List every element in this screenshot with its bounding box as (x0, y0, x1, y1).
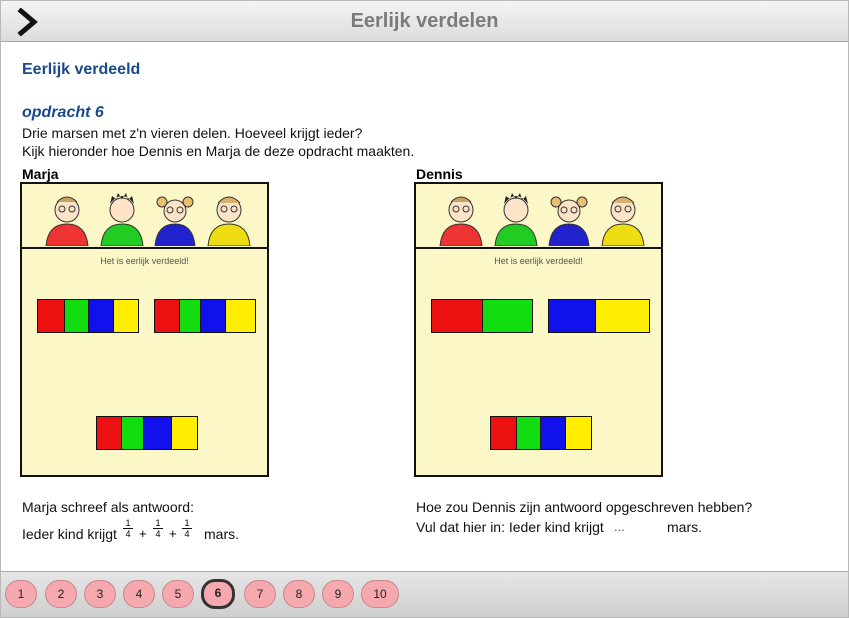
children-row (416, 184, 661, 249)
task-instruction-1: Drie marsen met z'n vieren delen. Hoeveel krijgt ieder? (22, 125, 363, 141)
child-red-icon (40, 190, 94, 246)
header-bar (1, 1, 848, 42)
child-green-icon (489, 190, 543, 246)
fraction-numerator: 1 (123, 518, 133, 529)
fraction-numerator: 1 (153, 518, 163, 529)
fraction-denominator: 4 (184, 529, 190, 539)
task-title: opdracht 6 (22, 104, 104, 121)
mars-piece-green (517, 417, 542, 449)
child-yellow-icon (596, 190, 650, 246)
mars-piece-yellow (172, 417, 197, 449)
child-green-icon (95, 190, 149, 246)
marja-answer-intro: Marja schreef als antwoord: (22, 499, 194, 515)
page-button-4[interactable]: 4 (123, 580, 155, 608)
fraction-denominator: 4 (155, 529, 161, 539)
page-button-6-active[interactable]: 6 (201, 579, 235, 609)
page-title: Eerlijk verdelen (350, 10, 499, 32)
answer-input[interactable] (611, 516, 663, 536)
child-yellow-icon (202, 190, 256, 246)
mars-bar-2[interactable] (154, 299, 256, 333)
page-button-2[interactable]: 2 (45, 580, 77, 608)
mars-piece-red (155, 300, 180, 332)
mars-piece-blue (541, 417, 566, 449)
mars-bar-3[interactable] (96, 416, 198, 450)
mars-piece-blue (144, 417, 171, 449)
mars-piece-yellow (566, 417, 591, 449)
verdict-text: Het is eerlijk verdeeld! (494, 256, 583, 266)
mars-piece-red (432, 300, 483, 332)
mars-bar-2[interactable] (548, 299, 650, 333)
mars-bar-1[interactable] (37, 299, 139, 333)
fraction-denominator: 4 (125, 529, 131, 539)
page-button-8[interactable]: 8 (283, 580, 315, 608)
children-row (22, 184, 267, 249)
fraction-3 (182, 518, 192, 539)
mars-piece-red (38, 300, 65, 332)
mars-piece-blue (549, 300, 596, 332)
dennis-fill-prefix: Vul dat hier in: Ieder kind krijgt (416, 519, 604, 535)
mars-piece-blue (201, 300, 226, 332)
fraction-numerator: 1 (182, 518, 192, 529)
mars-bar-1[interactable] (431, 299, 533, 333)
marja-panel (20, 182, 269, 477)
dennis-fill-suffix: mars. (667, 519, 702, 535)
task-instruction-2: Kijk hieronder hoe Dennis en Marja de deze opdracht maakten. (22, 143, 415, 159)
marja-answer-suffix: mars. (204, 526, 239, 542)
pagination-bar (1, 571, 848, 617)
fraction-1 (123, 518, 133, 539)
page-button-7[interactable]: 7 (244, 580, 276, 608)
marja-label: Marja (22, 166, 59, 182)
page-button-1[interactable]: 1 (5, 580, 37, 608)
mars-piece-red (97, 417, 122, 449)
mars-piece-red (491, 417, 517, 449)
plus-sign: + (139, 526, 147, 541)
mars-piece-green (483, 300, 532, 332)
page-button-5[interactable]: 5 (162, 580, 194, 608)
mars-piece-blue (89, 300, 114, 332)
child-red-icon (434, 190, 488, 246)
page-button-9[interactable]: 9 (322, 580, 354, 608)
page-button-3[interactable]: 3 (84, 580, 116, 608)
page-button-10[interactable]: 10 (361, 580, 399, 608)
mars-bar-3[interactable] (490, 416, 592, 450)
fraction-2 (153, 518, 163, 539)
mars-piece-green (122, 417, 145, 449)
dennis-panel (414, 182, 663, 477)
plus-sign: + (169, 526, 177, 541)
chevron-right-icon[interactable] (15, 8, 41, 36)
verdict-text: Het is eerlijk verdeeld! (100, 256, 189, 266)
mars-piece-yellow (114, 300, 139, 332)
section-title: Eerlijk verdeeld (22, 61, 141, 78)
mars-piece-yellow (596, 300, 649, 332)
mars-piece-yellow (226, 300, 255, 332)
dennis-question: Hoe zou Dennis zijn antwoord opgeschreven hebben? (416, 499, 753, 515)
mars-piece-green (180, 300, 202, 332)
child-blue-icon (542, 190, 596, 246)
marja-answer-prefix: Ieder kind krijgt (22, 526, 117, 542)
child-blue-icon (148, 190, 202, 246)
mars-piece-green (65, 300, 89, 332)
dennis-label: Dennis (416, 166, 463, 182)
